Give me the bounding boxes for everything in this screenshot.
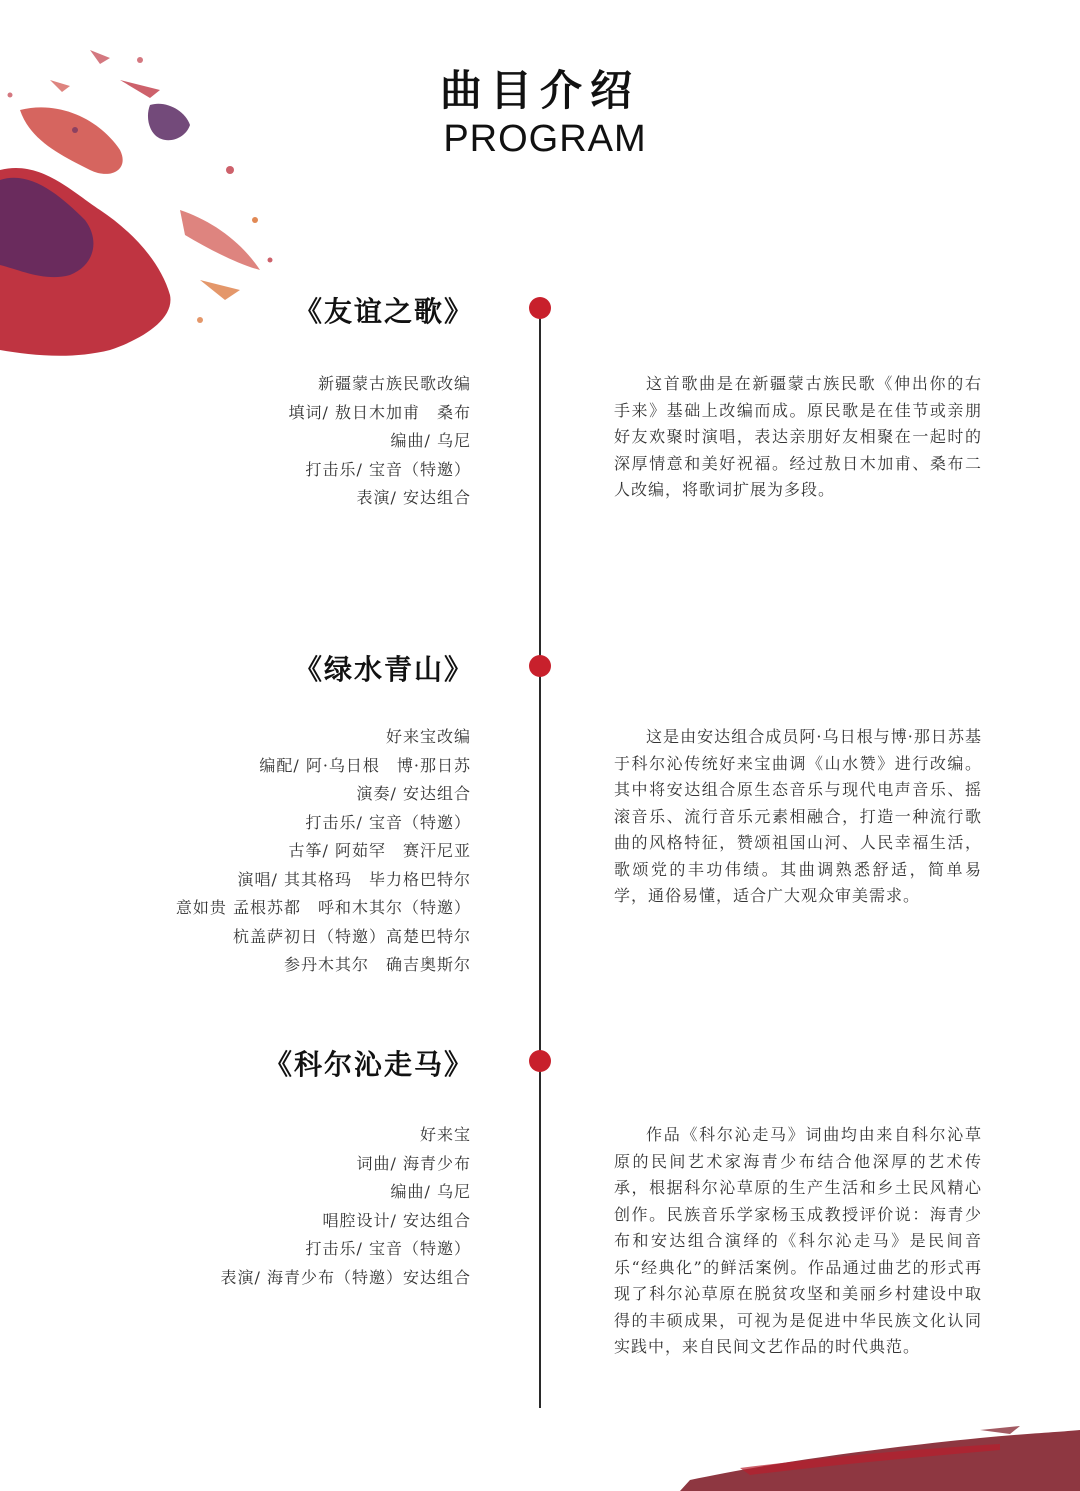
credit-line: 演唱/ 其其格玛 毕力格巴特尔 (237, 869, 471, 889)
credit-line: 表演/ 安达组合 (356, 488, 471, 507)
credit-line: 编曲/ 乌尼 (390, 1182, 471, 1201)
timeline-dot (529, 297, 551, 319)
page-title: 曲目介绍 (439, 66, 640, 115)
credit-line: 编配/ 阿·乌日根 博·那日苏 (259, 755, 471, 775)
program-title: 《科尔沁走马》 (263, 1048, 474, 1081)
credit-line: 好来宝 (419, 1125, 471, 1144)
credit-line: 打击乐/ 宝音（特邀） (305, 812, 471, 832)
program-credits (289, 370, 471, 513)
credit-line: 词曲/ 海青少布 (356, 1153, 471, 1173)
credit-line: 新疆蒙古族民歌改编 (317, 374, 471, 393)
page-subtitle: PROGRAM (443, 118, 647, 160)
program-credits (221, 1121, 471, 1292)
timeline-dot (529, 1050, 551, 1072)
credit-line: 打击乐/ 宝音（特邀） (305, 459, 471, 479)
credit-line: 杭盖萨初日（特邀）高楚巴特尔 (232, 926, 471, 946)
program-description: 这是由安达组合成员阿·乌日根与博·那日苏基于科尔沁传统好来宝曲调《山水赞》进行改编。其中将安达组合原生态音乐与现代电声音乐、摇滚音乐、流行音乐元素相融合，打造一种流行歌曲的风格特征，赞颂祖国山河、人民幸福生活，歌颂党的丰功伟绩。其曲调熟悉舒适，简单易学，通俗易懂，适合广大观众审美需求。 (614, 727, 982, 905)
program-title: 《友谊之歌》 (293, 295, 474, 328)
credit-line: 古筝/ 阿茹罕 赛汗尼亚 (288, 841, 471, 860)
brush-stroke-decoration (680, 1420, 1080, 1491)
program-description: 作品《科尔沁走马》词曲均由来自科尔沁草原的民间艺术家海青少布结合他深厚的艺术传承，根据科尔沁草原的生产生活和乡土民风精心创作。民族音乐学家杨玉成教授评价说：海青少布和安达组合演绎的《科尔沁走马》是民间音乐“经典化”的鲜活案例。作品通过曲艺的形式再现了科尔沁草原在脱贫攻坚和美丽乡村建设中取得的丰硕成果，可视为是促进中华民族文化认同实践中，来自民间文艺作品的时代典范。 (614, 1125, 982, 1356)
timeline-line (539, 308, 541, 1408)
credit-line: 演奏/ 安达组合 (356, 784, 471, 803)
program-title: 《绿水青山》 (293, 653, 474, 686)
timeline-dot (529, 655, 551, 677)
program-credits (176, 723, 471, 980)
credit-line: 唱腔设计/ 安达组合 (322, 1210, 471, 1230)
credit-line: 打击乐/ 宝音（特邀） (305, 1239, 471, 1258)
credit-line: 编曲/ 乌尼 (390, 431, 471, 450)
credit-line: 表演/ 海青少布（特邀）安达组合 (220, 1267, 471, 1287)
credit-line: 参丹木其尔 确吉奥斯尔 (283, 955, 471, 974)
credit-line: 意如贵 孟根苏都 呼和木其尔（特邀） (175, 898, 471, 917)
credit-line: 好来宝改编 (385, 727, 471, 746)
program-description: 这首歌曲是在新疆蒙古族民歌《伸出你的右手来》基础上改编而成。原民歌是在佳节或亲朋好友欢聚时演唱，表达亲朋好友相聚在一起时的深厚情意和美好祝福。经过敖日木加甫、桑布二人改编，将歌词扩展为多段。 (614, 374, 982, 499)
credit-line: 填词/ 敖日木加甫 桑布 (288, 402, 471, 422)
